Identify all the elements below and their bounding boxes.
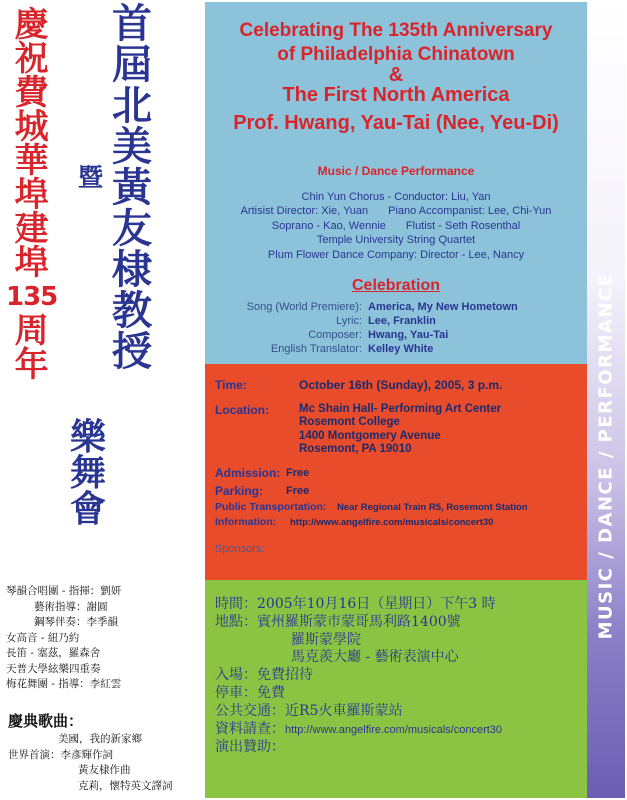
cn-info-label: 資料請查：	[215, 720, 285, 737]
cn-time: 時間：2005年10月16日（星期日）下午3 時	[215, 596, 496, 612]
information-link[interactable]: http://www.angelfire.com/musicals/concert30	[290, 517, 494, 528]
celebration-key: Composer:	[308, 329, 362, 341]
name-char: 屆	[112, 42, 152, 88]
sponsors-label: Sponsors:	[215, 543, 265, 555]
cn-info-link[interactable]: http://www.angelfire.com/musicals/concert30	[285, 723, 503, 736]
location-label: Location:	[215, 403, 269, 417]
sidebar-text: MUSIC / DANCE / PERFORMANCE	[595, 272, 617, 640]
credit-dance-company: Plum Flower Dance Company: Director - Lee, Nancy	[267, 248, 525, 261]
celebration-row	[205, 300, 518, 314]
credit-quartet: Temple University String Quartet	[316, 234, 476, 247]
title-char: 周	[14, 311, 49, 351]
celebration-value: Lee, Franklin	[368, 315, 436, 327]
title-char: 祝	[14, 39, 49, 79]
name-char: 授	[112, 329, 152, 375]
celebration-table	[205, 300, 518, 356]
parking-label: Parking:	[215, 484, 264, 498]
headline-2: of Philadelphia Chinatown	[277, 44, 515, 65]
dance-char: 舞	[70, 453, 107, 494]
headline-5: Music / Dance Performance	[317, 164, 475, 178]
title-char: 建	[14, 209, 49, 249]
chinese-credit-line: 女高音 - 紐乃約	[6, 631, 80, 644]
celebration-title: Celebration	[351, 277, 440, 294]
chinese-songs-title: 慶典歌曲：	[8, 712, 84, 730]
location-line: Rosemont College	[299, 416, 400, 429]
dance-char: 樂	[70, 417, 107, 458]
celebration-value: America, My New Hometown	[368, 301, 518, 313]
headline-3: The First North America	[282, 84, 510, 106]
title-char: 埠	[14, 175, 49, 215]
title-char: 慶	[14, 5, 49, 45]
headline-4: Prof. Hwang, Yau-Tai (Nee, Yeu-Di)	[233, 112, 559, 134]
location-line: 1400 Montgomery Avenue	[299, 429, 441, 442]
celebration-row	[205, 342, 518, 356]
time-value: October 16th (Sunday), 2005, 3 p.m.	[299, 378, 503, 392]
celebration-key: Lyric:	[336, 315, 362, 327]
chinese-title-blue	[112, 1, 152, 375]
celebration-value: Kelley White	[368, 343, 434, 355]
chinese-song-line: 克莉，懷特英文譯詞	[78, 779, 173, 792]
chinese-credit-line: 天普大學絃樂四重奏	[6, 662, 101, 675]
cn-transport: 公共交通：近R5火車羅斯蒙站	[215, 702, 403, 719]
title-number: 135	[6, 282, 58, 312]
title-char: 華	[14, 141, 49, 181]
cn-sponsors: 演出贊助：	[215, 739, 285, 756]
title-char: 埠	[14, 243, 49, 283]
cn-info-row	[215, 721, 502, 740]
name-char: 教	[112, 288, 152, 334]
credit-flutist: Flutist - Seth Rosenthal	[405, 219, 521, 232]
chinese-song-line: 世界首演：李彥輝作詞	[8, 748, 113, 761]
transport-label: Public Transportation:	[215, 501, 327, 513]
headline-ampersand: &	[388, 64, 404, 86]
cn-parking: 停車：免費	[215, 684, 285, 701]
celebration-row	[205, 328, 518, 342]
cn-location-2: 羅斯蒙學院	[291, 631, 361, 648]
location-value	[299, 403, 501, 456]
chinese-song-line: 美國，我的新家鄉	[58, 733, 142, 745]
credit-row-soloists	[205, 219, 587, 233]
cn-admission: 入場：免費招待	[215, 667, 313, 684]
credit-artist-director: Artisist Director: Xie, Yuan	[240, 205, 369, 218]
credit-row-director	[205, 204, 587, 218]
credit-soprano: Soprano - Kao, Wennie	[271, 219, 386, 232]
chinese-songs	[8, 732, 173, 794]
title-char: 城	[14, 107, 49, 147]
chinese-credit-line: 琴韻合唱團 - 指揮：劉妍	[6, 585, 122, 597]
transport-value: Near Regional Train R5, Rosemont Station	[337, 502, 528, 513]
chinese-connector: 暨	[78, 163, 104, 192]
admission-value: Free	[286, 467, 310, 479]
celebration-value: Hwang, Yau-Tai	[368, 329, 449, 341]
headline-1: Celebrating The 135th Anniversary	[239, 20, 553, 41]
name-char: 棣	[112, 247, 152, 293]
location-line: Rosemont, PA 19010	[299, 442, 412, 455]
credit-chorus: Chin Yun Chorus - Conductor: Liu, Yan	[301, 191, 491, 203]
celebration-row	[205, 314, 518, 328]
name-char: 首	[112, 1, 152, 47]
performer-credits	[205, 190, 587, 262]
chinese-credit-line: 長笛 - 塞茲，羅森舍	[6, 647, 101, 659]
credit-piano: Piano Accompanist: Lee, Chi-Yun	[388, 205, 552, 218]
chinese-credit-line: 鋼琴伴奏：李季韻	[34, 616, 118, 628]
cn-location-1: 地點：賓州羅斯蒙市蒙哥馬利路1400號	[215, 613, 461, 630]
chinese-credits	[6, 584, 121, 693]
admission-label: Admission:	[215, 466, 281, 480]
chinese-credit-line: 藝術指導：謝圓	[34, 600, 108, 613]
cn-location-3: 馬克羨大廳 - 藝術表演中心	[291, 649, 459, 666]
celebration-key: English Translator:	[270, 343, 362, 355]
chinese-title-red	[6, 5, 58, 385]
dance-char: 會	[70, 489, 107, 530]
time-label: Time:	[215, 378, 247, 392]
location-line: Mc Shain Hall- Performing Art Center	[299, 403, 502, 415]
title-char: 費	[14, 73, 49, 113]
name-char: 黃	[112, 165, 152, 211]
name-char: 北	[112, 83, 152, 129]
chinese-credit-line: 梅花舞團 - 指導：李紅雲	[6, 678, 122, 690]
information-label: Information:	[215, 516, 277, 528]
celebration-key: Song (World Premiere):	[246, 301, 362, 313]
chinese-song-line: 黃友棣作曲	[78, 764, 131, 776]
name-char: 美	[112, 124, 152, 170]
chinese-dance-title	[70, 417, 107, 530]
parking-value: Free	[286, 485, 310, 497]
chinese-event-info	[215, 596, 502, 757]
title-char: 年	[14, 345, 49, 385]
name-char: 友	[112, 206, 152, 252]
